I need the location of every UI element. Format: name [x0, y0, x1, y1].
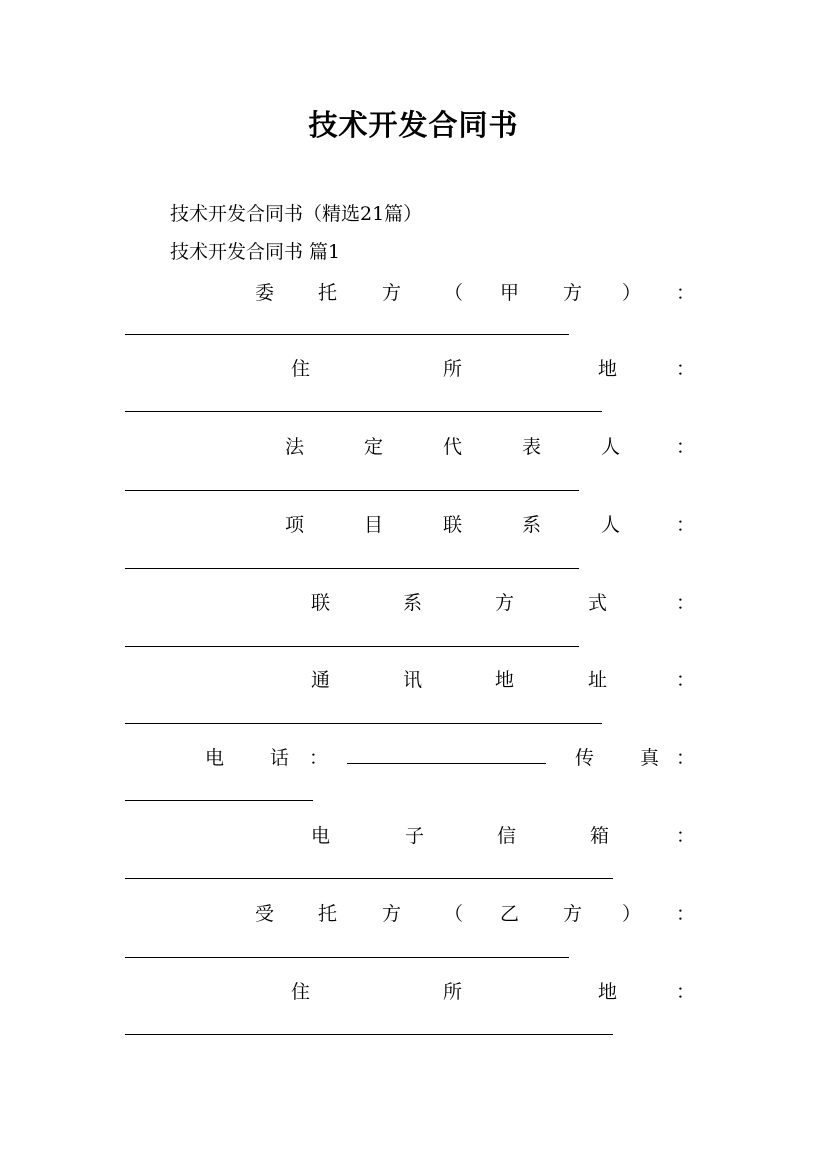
client-label: 委 托 方 （ 甲 方 ） ：	[255, 282, 696, 304]
intro-heading: 技术开发合同书（精选21篇）	[170, 203, 423, 225]
address-label: 住 所 地 ：	[291, 358, 696, 380]
contact-method-blank[interactable]	[125, 646, 579, 647]
mail-address-blank[interactable]	[125, 723, 602, 724]
contact-method-label: 联 系 方 式 ：	[311, 592, 696, 614]
contractor-blank[interactable]	[125, 957, 569, 958]
email-label: 电 子 信 箱 ：	[311, 825, 696, 847]
email-blank[interactable]	[125, 878, 613, 879]
fax-blank[interactable]	[125, 800, 313, 801]
document-title: 技术开发合同书	[308, 108, 519, 142]
client-blank[interactable]	[125, 334, 569, 335]
legal-rep-blank[interactable]	[125, 490, 579, 491]
address-blank[interactable]	[125, 411, 602, 412]
project-contact-label: 项 目 联 系 人 ：	[285, 514, 696, 536]
contractor-address-blank[interactable]	[125, 1034, 613, 1035]
contractor-label: 受 托 方 （ 乙 方 ） ：	[255, 903, 696, 925]
mail-address-label: 通 讯 地 址 ：	[311, 669, 696, 691]
legal-rep-label: 法 定 代 表 人 ：	[285, 436, 696, 458]
project-contact-blank[interactable]	[125, 568, 579, 569]
section-heading: 技术开发合同书 篇1	[170, 241, 341, 263]
contractor-address-label: 住 所 地 ：	[291, 981, 696, 1003]
phone-fax-label: 电 话 ： 传 真 ：	[205, 747, 696, 769]
phone-blank[interactable]	[347, 763, 546, 764]
